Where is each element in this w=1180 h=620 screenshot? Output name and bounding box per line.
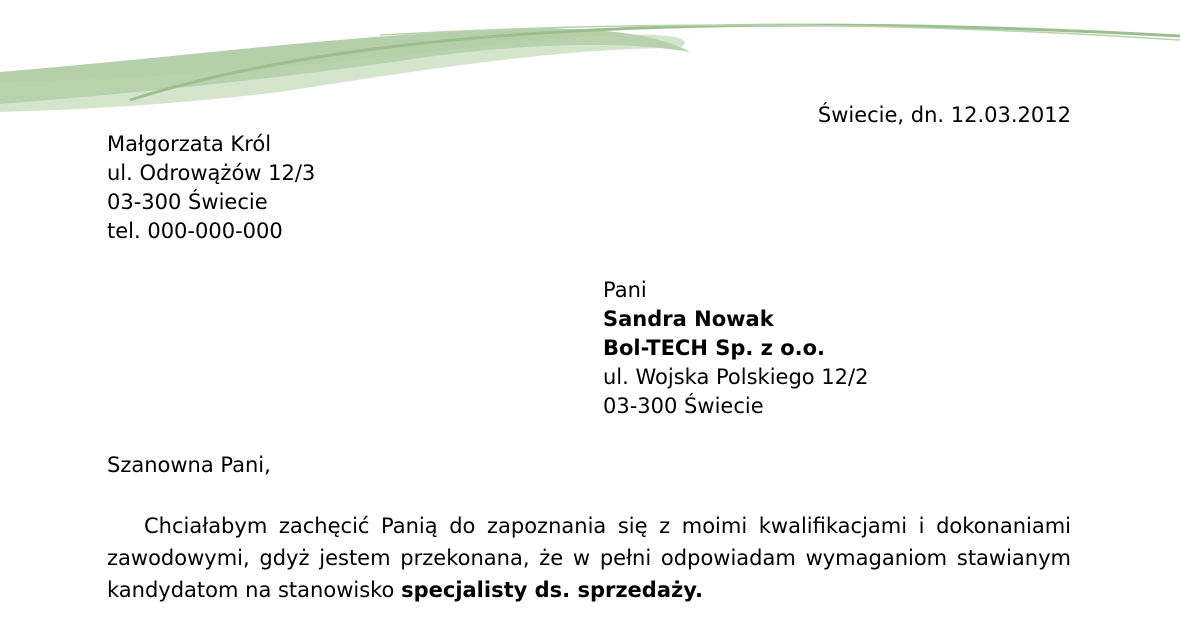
- sender-phone: tel. 000-000-000: [107, 219, 283, 243]
- sender-street: ul. Odrowążów 12/3: [107, 161, 316, 185]
- recipient-company: Bol-TECH Sp. z o.o.: [603, 336, 826, 360]
- sender-city: 03-300 Świecie: [107, 190, 268, 214]
- body-emphasis-position: specjalisty ds. sprzedaży.: [401, 578, 703, 602]
- recipient-title: Pani: [603, 278, 647, 302]
- recipient-address-block: [603, 276, 868, 421]
- recipient-name: Sandra Nowak: [603, 307, 774, 331]
- letter-greeting: Szanowna Pani,: [107, 453, 271, 477]
- letter-body-paragraph: [107, 510, 1071, 606]
- sender-name: Małgorzata Król: [107, 132, 272, 156]
- recipient-street: ul. Wojska Polskiego 12/2: [603, 365, 869, 389]
- letter-date: Świecie, dn. 12.03.2012: [817, 103, 1071, 127]
- sender-address-block: [107, 130, 315, 246]
- recipient-city: 03-300 Świecie: [603, 394, 764, 418]
- body-text: Chciałabym zachęcić Panią do zapoznania się z moimi kwalifikacjami i dokonaniami zawodowymi, gdyż jestem przekonana, że w pełni odpowiadam wymaganiom stawianym kandydatom na stanowisko: [107, 514, 1071, 602]
